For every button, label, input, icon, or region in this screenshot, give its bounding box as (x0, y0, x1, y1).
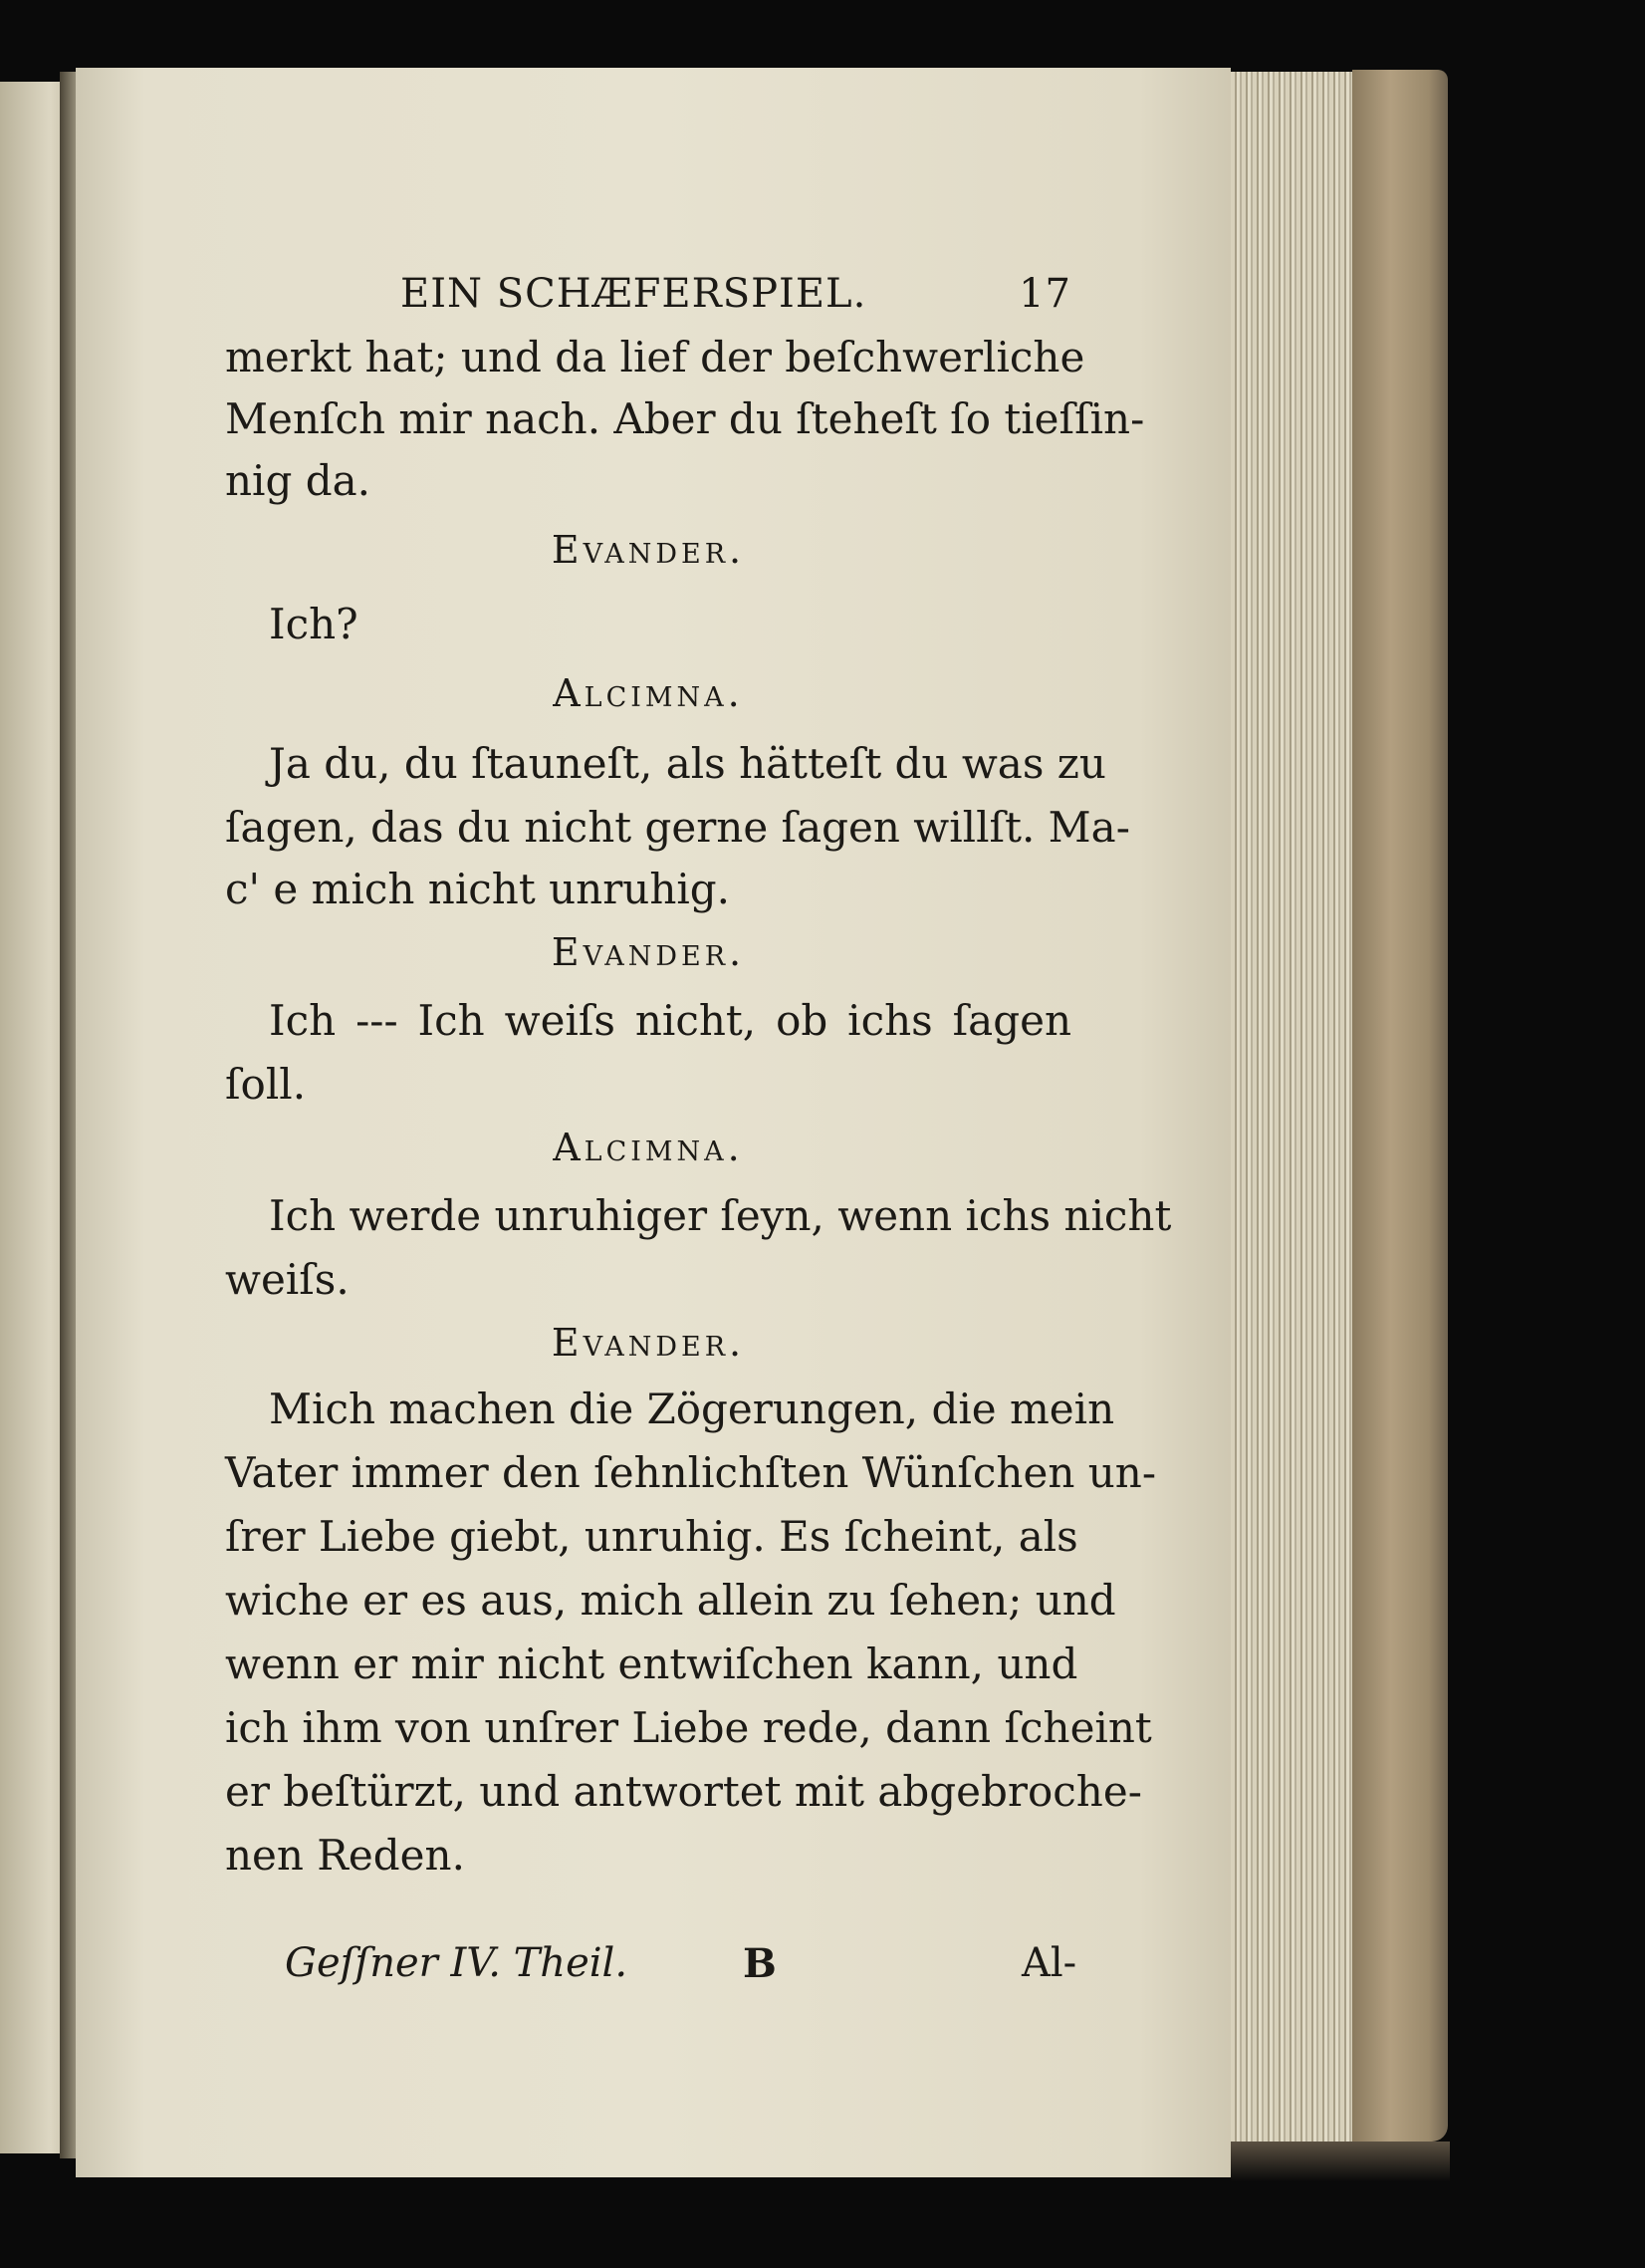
page-footer (285, 1940, 1081, 2000)
text-line: weiſs. (225, 1255, 350, 1304)
signature-line: Geſſner IV. Theil. (285, 1940, 628, 1986)
book-page (76, 68, 1231, 2177)
speaker-heading: Evander. (551, 528, 746, 572)
speaker-heading: Alcimna. (553, 1126, 744, 1169)
speaker-heading: Evander. (551, 1321, 746, 1365)
text-line: Ja du, du ſtauneſt, als hätteſt du was zu (269, 739, 1106, 788)
text-line: Ich --- Ich weiſs nicht, ob ichs ſagen (269, 996, 1071, 1045)
page-edges (1231, 72, 1358, 2153)
page-number: 17 (1019, 271, 1071, 317)
catchword: Al- (1022, 1940, 1077, 1986)
text-line: wiche er es aus, mich allein zu ſehen; und (225, 1576, 1116, 1625)
text-line: ich ihm von unſrer Liebe rede, dann ſcheint (225, 1703, 1152, 1752)
text-line: wenn er mir nicht entwiſchen kann, und (225, 1639, 1078, 1688)
speaker-heading: Alcimna. (553, 671, 744, 715)
text-line: Mich machen die Zögerungen, die mein (269, 1385, 1115, 1433)
text-line: nig da. (225, 456, 370, 505)
running-title: EIN SCHÆFERSPIEL. (400, 271, 867, 317)
text-line: ſrer Liebe giebt, unruhig. Es ſcheint, als (225, 1512, 1078, 1561)
text-line: ſagen, das du nicht gerne ſagen willſt. Ma- (225, 803, 1130, 852)
text-line: er beſtürzt, und antwortet mit abgebroche- (225, 1767, 1142, 1816)
text-line: Vater immer den ſehnlichſten Wünſchen un- (225, 1448, 1157, 1497)
running-head (225, 271, 1071, 331)
book-cover (1352, 70, 1448, 2142)
signature-mark: B (743, 1940, 777, 1987)
text-line: merkt hat; und da lief der beſchwerliche (225, 333, 1085, 381)
text-line: ſoll. (225, 1060, 307, 1109)
text-line: nen Reden. (225, 1831, 465, 1880)
text-line: c' e mich nicht unruhig. (225, 865, 731, 913)
speaker-heading: Evander. (551, 930, 746, 974)
text-line: Ich werde unruhiger ſeyn, wenn ichs nicht (269, 1191, 1172, 1240)
book-shadow (1231, 2142, 1450, 2181)
text-line: Menſch mir nach. Aber du ſteheſt ſo tieſſin- (225, 394, 1145, 443)
text-line: Ich? (269, 600, 358, 648)
